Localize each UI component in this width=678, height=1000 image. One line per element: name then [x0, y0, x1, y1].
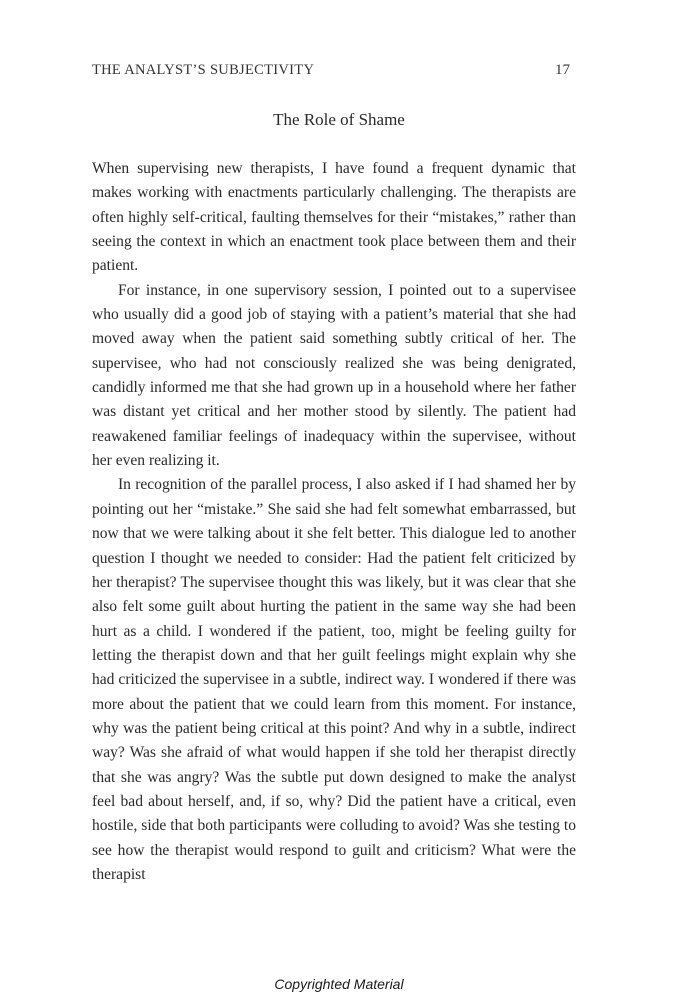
section-title: The Role of Shame — [273, 110, 405, 129]
paragraph-1: When supervising new therapists, I have found a frequent dynamic that makes working with enactments particularly challenging. The therapists are often highly self-critical, faulting themselves for their “mistakes,” rather than seeing the context in which an enactment took place between them and their patient. — [92, 160, 576, 275]
body-text — [92, 157, 576, 887]
running-head: THE ANALYST’S SUBJECTIVITY — [92, 62, 315, 78]
page-number: 17 — [555, 62, 570, 78]
paragraph-3: In recognition of the parallel process, I also asked if I had shamed her by pointing out her “mistake.” She said she had felt somewhat embarrassed, but now that we were talking about it she felt better. This dialogue led to another question I thought we needed to consider: Had the patient felt criticized by her therapist? The supervisee thought this was likely, but it was clear that she also felt some guilt about hurting the patient in the same way she had been hurt as a child. I wondered if the patient, too, might be feeling guilty for letting the therapist down and that her guilt feelings might explain why she had criticized the supervisee in a subtle, indirect way. I wondered if there was more about the patient that we could learn from this moment. For instance, why was the patient being critical at this point? And why in a subtle, indirect way? Was she afraid of what would happen if she told her therapist directly that she was angry? Was the subtle put down designed to make the analyst feel bad about herself, and, if so, why? Did the patient have a critical, even hostile, side that both participants were colluding to avoid? Was she testing to see how the therapist would respond to guilt and criticism? What were the therapist — [92, 476, 576, 883]
paragraph-2: For instance, in one supervisory session, I pointed out to a supervisee who usually did a good job of staying with a patient’s material that she had moved away when the patient said something subtly critical of her. The supervisee, who had not consciously realized she was being denigrated, candidly informed me that she had grown up in a household where her father was distant yet critical and her mother stood by silently. The patient had reawakened familiar feelings of inadequacy within the supervisee, without her even realizing it. — [92, 281, 576, 470]
copyright-footer: Copyrighted Material — [274, 976, 404, 992]
